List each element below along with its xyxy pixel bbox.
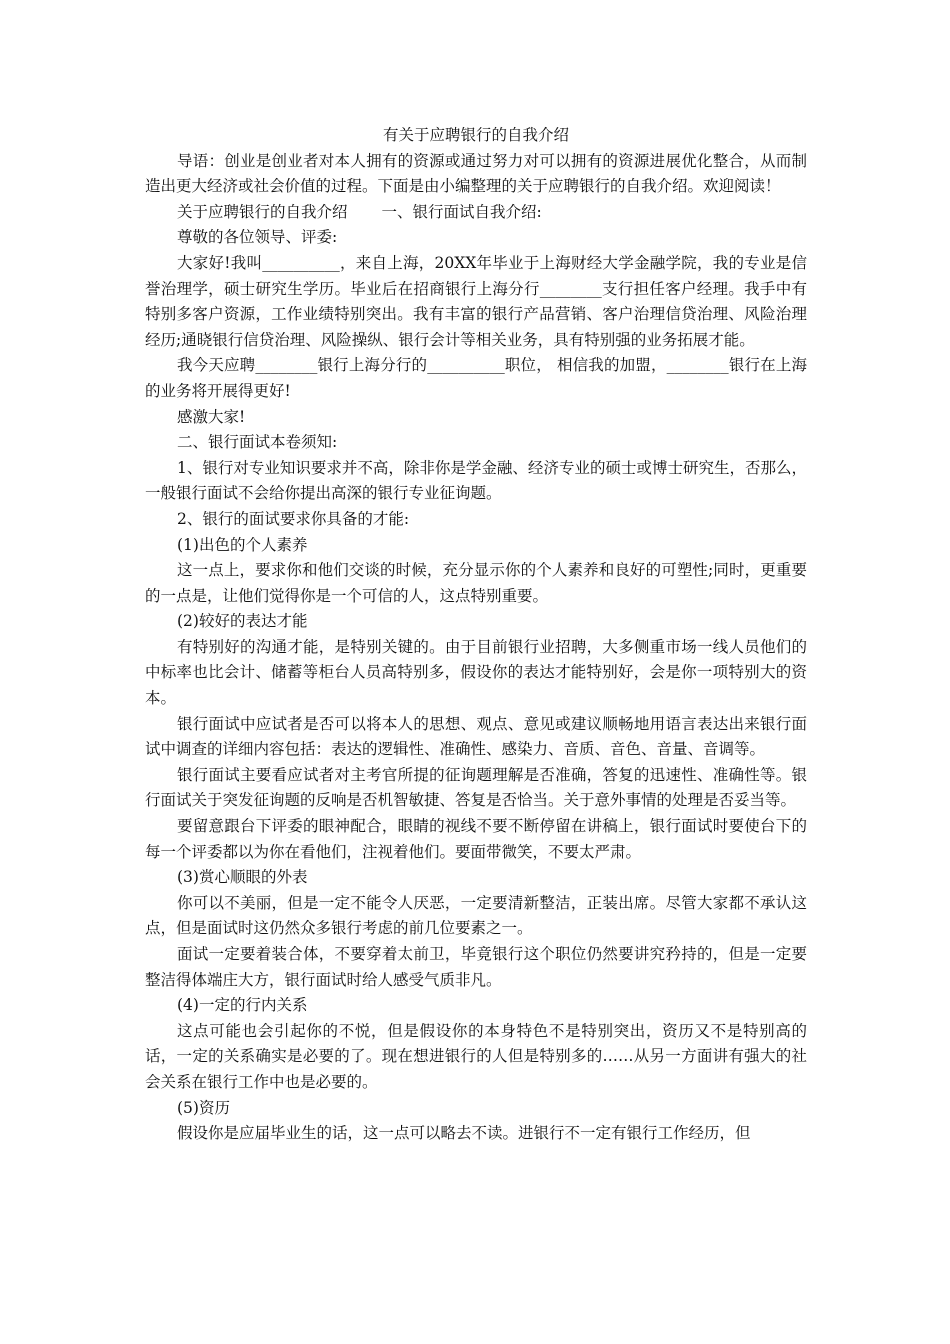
paragraph-expression: 银行面试中应试者是否可以将本人的思想、观点、意见或建议顺畅地用语言表达出来银行面试中调查的详细内容包括：表达的逻辑性、准确性、感染力、音质、音色、音量、音调等。 xyxy=(145,714,807,759)
paragraph-greeting: 尊敬的各位领导、评委: xyxy=(177,228,338,247)
paragraph-appearance: 你可以不美丽，但是一定不能令人厌恶，一定要清新整洁，正装出席。尽管大家都不承认这点，但是面试时这仍然众多银行考虑的前几位要素之一。 xyxy=(145,893,807,938)
subheading-2: (2)较好的表达才能 xyxy=(177,612,308,631)
paragraph-self-intro: 大家好!我叫__________，来自上海，20XX年毕业于上海财经大学金融学院，我的专业是信誉治理学，硕士研究生学历。毕业后在招商银行上海分行________支行担任客户经理。我手中有特别多客户资源，工作业绩特别突出。我有丰富的银行产品营销、客户治理信贷治理、风险治理经历;通晓银行信贷治理、风险操纵、银行会计等相关业务，具有特别强的业务拓展才能。 xyxy=(145,253,807,349)
paragraph-relations: 这点可能也会引起你的不悦，但是假设你的本身特色不是特别突出，资历又不是特别高的话，一定的关系确实是必要的了。现在想进银行的人但是特别多的……从另一方面讲有强大的社会关系在银行工作中也是必要的。 xyxy=(145,1021,807,1091)
paragraph-quality: 这一点上，要求你和他们交谈的时候，充分显示你的个人素养和良好的可塑性;同时，更重要的一点是，让他们觉得你是一个可信的人，这点特别重要。 xyxy=(145,561,807,605)
paragraph-section-heading xyxy=(145,200,807,226)
paragraph-eye-contact: 要留意跟台下评委的眼神配合，眼睛的视线不要不断停留在讲稿上，银行面试时要使台下的每一个评委都以为你在看他们，注视着他们。要面带微笑，不要太严肃。 xyxy=(145,817,807,861)
paragraph-communication: 有特别好的沟通才能，是特别关键的。由于目前银行业招聘，大多侧重市场一线人员他们的中标率也比会计、储蓄等柜台人员高特别多，假设你的表达才能特别好，会是你一项特别大的资本。 xyxy=(145,637,807,708)
document-body xyxy=(145,123,807,1147)
paragraph-item-2: 2、银行的面试要求你具备的才能: xyxy=(177,509,410,528)
subheading-5: (5)资历 xyxy=(177,1098,230,1117)
document-title: 有关于应聘银行的自我介绍 xyxy=(382,126,569,144)
paragraph-item-1: 1、银行对专业知识要求并不高，除非你是学金融、经济专业的硕士或博士研究生，否那么，一般银行面试不会给你提出高深的银行专业征询题。 xyxy=(145,458,807,503)
paragraph-apply: 我今天应聘________银行上海分行的__________职位， 相信我的加盟，________银行在上海的业务将开展得更好! xyxy=(145,356,807,400)
heading-part-2: 一、银行面试自我介绍: xyxy=(381,202,542,221)
paragraph-understanding: 银行面试主要看应试者对主考官所提的征询题理解是否准确，答复的迅速性、准确性等。银行面试关于突发征询题的反响是否机智敏捷、答复是否恰当。关于意外事情的处理是否妥当等。 xyxy=(145,765,807,810)
paragraph-section-two: 二、银行面试本卷须知: xyxy=(177,433,338,452)
heading-part-1: 关于应聘银行的自我介绍 xyxy=(177,202,348,221)
paragraph-intro: 导语：创业是创业者对本人拥有的资源或通过努力对可以拥有的资源进展优化整合，从而制造出更大经济或社会价值的过程。下面是由小编整理的关于应聘银行的自我介绍。欢迎阅读！ xyxy=(145,151,807,196)
paragraph-dress: 面试一定要着装合体，不要穿着太前卫，毕竟银行这个职位仍然要讲究矜持的，但是一定要整洁得体端庄大方，银行面试时给人感受气质非凡。 xyxy=(145,945,807,989)
subheading-3: (3)赏心顺眼的外表 xyxy=(177,868,308,887)
paragraph-experience: 假设你是应届毕业生的话，这一点可以略去不读。进银行不一定有银行工作经历，但 xyxy=(177,1124,751,1143)
subheading-1: (1)出色的个人素养 xyxy=(177,535,308,554)
subheading-4: (4)一定的行内关系 xyxy=(177,996,308,1015)
paragraph-thanks: 感激大家! xyxy=(177,407,246,426)
